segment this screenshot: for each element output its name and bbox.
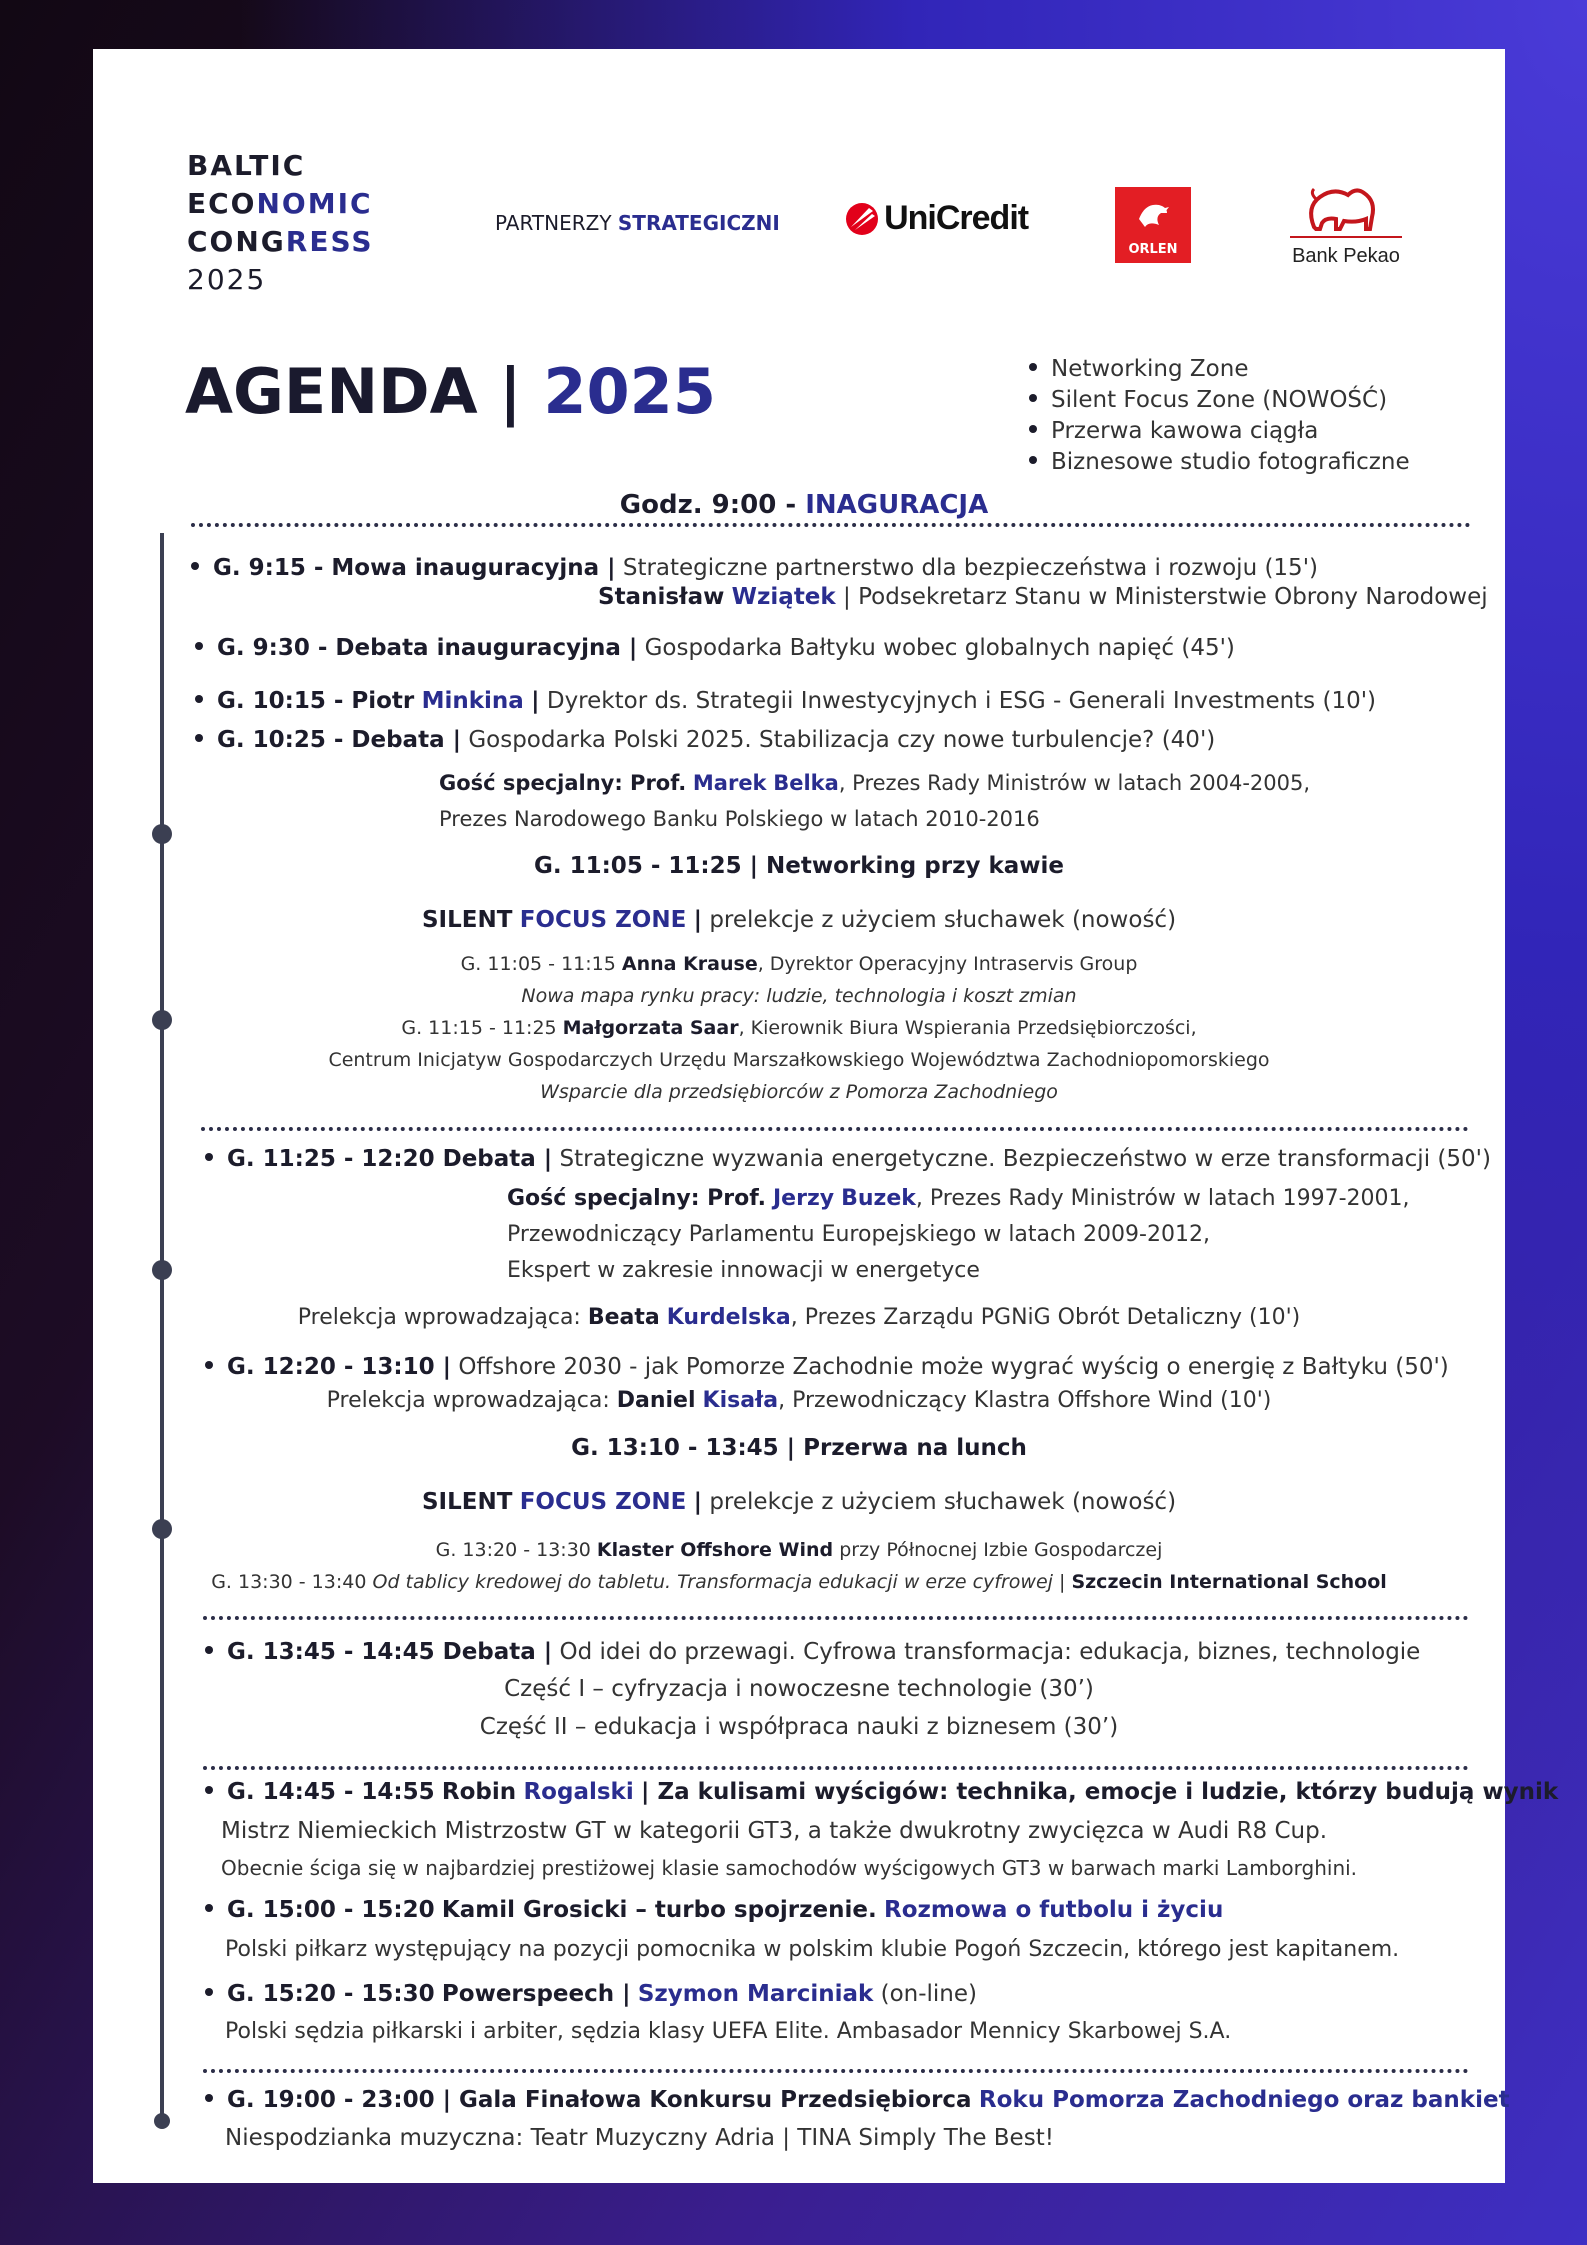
sfz-talk: G. 13:20 - 13:30 Klaster Offshore Wind przy Północnej Izbie Gospodarczej [435, 1539, 1163, 1561]
special-guest-role: Prezes Narodowego Banku Polskiego w latach 2010-2016 [439, 807, 1040, 831]
speaker-bio: Polski piłkarz występujący na pozycji pomocnika w polskim klubie Pogoń Szczecin, którego jest kapitanem. [225, 1937, 1400, 1962]
orlen-logo: ORLEN [1115, 187, 1191, 263]
brand-year: 2025 [187, 263, 267, 296]
divider [203, 1766, 1469, 1770]
agenda-item: G. 9:15 - Mowa inauguracyjna | Strategiczne partnerstwo dla bezpieczeństwa i rozwoju (15') [191, 553, 1318, 583]
intro-lecture: Prelekcja wprowadzająca: Beata Kurdelska, Prezes Zarządu PGNiG Obrót Detaliczny (10') [297, 1305, 1301, 1330]
feature-item: Biznesowe studio fotograficzne [1029, 447, 1410, 478]
agenda-item: G. 9:30 - Debata inauguracyjna | Gospodarka Bałtyku wobec globalnych napięć (45') [195, 633, 1235, 663]
pekao-logo: Bank Pekao [1286, 179, 1406, 269]
agenda-item: G. 10:15 - Piotr Minkina | Dyrektor ds. Strategii Inwestycyjnych i ESG - Generali Investments (10') [195, 686, 1376, 716]
event-note: Niespodzianka muzyczna: Teatr Muzyczny Adria | TINA Simply The Best! [225, 2125, 1054, 2151]
agenda-item: G. 15:00 - 15:20 Kamil Grosicki – turbo spojrzenie. Rozmowa o futbolu i życiu [205, 1895, 1223, 1925]
features-list [1029, 354, 1410, 478]
partners-label: PARTNERZY STRATEGICZNI [495, 211, 780, 235]
agenda-page [93, 49, 1559, 2183]
speaker-bio: Obecnie ściga się w najbardziej prestiżowej klasie samochodów wyścigowych GT3 w barwach marki Lamborghini. [221, 1856, 1358, 1880]
sfz-talk: G. 13:30 - 13:40 Od tablicy kredowej do tabletu. Transformacja edukacji w erze cyfrowej | Szczecin International School [211, 1571, 1387, 1593]
special-guest: Gość specjalny: Prof. Marek Belka, Prezes Rady Ministrów w latach 2004-2005, [439, 771, 1311, 795]
brand-line: ECONOMIC [187, 187, 373, 220]
divider [201, 1127, 1469, 1131]
timeline-dot [152, 1260, 172, 1280]
brand-line: BALTIC [187, 149, 306, 182]
silent-focus-zone-heading: SILENT FOCUS ZONE | prelekcje z użyciem słuchawek (nowość) [421, 907, 1177, 933]
bec-logo [187, 147, 374, 299]
agenda-item: G. 19:00 - 23:00 | Gala Finałowa Konkursu Przedsiębiorca Roku Pomorza Zachodniego oraz bankiet [205, 2085, 1510, 2115]
brand-line: CONGRESS [187, 225, 374, 258]
bison-icon [1286, 179, 1406, 239]
sfz-talk: G. 11:15 - 11:25 Małgorzata Saar, Kierownik Biura Wspierania Przedsiębiorczości, [401, 1017, 1197, 1039]
agenda-item: G. 15:20 - 15:30 Powerspeech | Szymon Marciniak (on-line) [205, 1979, 977, 2009]
feature-item: Networking Zone [1029, 354, 1410, 385]
sfz-talk-title: Wsparcie dla przedsiębiorców z Pomorza Zachodniego [540, 1081, 1058, 1103]
unicredit-logo: UniCredit [845, 199, 1028, 245]
unicredit-icon [845, 202, 879, 236]
eagle-icon [1115, 191, 1191, 241]
special-guest: Gość specjalny: Prof. Jerzy Buzek, Prezes Rady Ministrów w latach 1997-2001, [507, 1186, 1410, 1211]
agenda-item: G. 12:20 - 13:10 | Offshore 2030 - jak Pomorze Zachodnie może wygrać wyścig o energię z Bałtyku (50') [205, 1352, 1449, 1382]
silent-focus-zone-heading: SILENT FOCUS ZONE | prelekcje z użyciem słuchawek (nowość) [421, 1489, 1177, 1515]
coffee-break: G. 11:05 - 11:25 | Networking przy kawie [533, 853, 1065, 879]
agenda-item-speaker: Stanisław Wziątek | Podsekretarz Stanu w Ministerstwie Obrony Narodowej [598, 584, 1488, 610]
lunch-break: G. 13:10 - 13:45 | Przerwa na lunch [571, 1435, 1027, 1461]
agenda-item: G. 14:45 - 14:55 Robin Rogalski | Za kulisami wyścigów: technika, emocje i ludzie, którzy budują wynik [205, 1777, 1558, 1807]
agenda-item: G. 10:25 - Debata | Gospodarka Polski 2025. Stabilizacja czy nowe turbulencje? (40') [195, 725, 1215, 755]
divider [203, 1616, 1469, 1620]
sfz-talk-title: Nowa mapa rynku pracy: ludzie, technologia i koszt zmian [521, 985, 1077, 1007]
agenda-item: G. 13:45 - 14:45 Debata | Od idei do przewagi. Cyfrowa transformacja: edukacja, biznes, technologie [205, 1637, 1420, 1667]
sfz-talk: G. 11:05 - 11:15 Anna Krause, Dyrektor Operacyjny Intraservis Group [460, 953, 1138, 975]
timeline-dot [152, 1519, 172, 1539]
divider [191, 523, 1471, 527]
special-guest-role: Przewodniczący Parlamentu Europejskiego w latach 2009-2012, [507, 1222, 1210, 1247]
feature-item: Silent Focus Zone (NOWOŚĆ) [1029, 385, 1410, 416]
divider [203, 2069, 1469, 2073]
intro-lecture: Prelekcja wprowadzająca: Daniel Kisała, Przewodniczący Klastra Offshore Wind (10') [326, 1388, 1272, 1413]
timeline-dot [152, 824, 172, 844]
debate-part: Część II – edukacja i współpraca nauki z biznesem (30’) [479, 1714, 1119, 1740]
speaker-bio: Mistrz Niemieckich Mistrzostw GT w kategorii GT3, a także dwukrotny zwycięzca w Audi R8 Cup. [221, 1818, 1328, 1844]
feature-item: Przerwa kawowa ciągła [1029, 416, 1410, 447]
debate-part: Część I – cyfryzacja i nowoczesne technologie (30’) [504, 1676, 1094, 1702]
special-guest-role: Ekspert w zakresie innowacji w energetyce [507, 1258, 980, 1283]
timeline-end [154, 2113, 170, 2129]
page-title: AGENDA | 2025 [185, 355, 716, 428]
agenda-item: G. 11:25 - 12:20 Debata | Strategiczne wyzwania energetyczne. Bezpieczeństwo w erze transformacji (50') [205, 1144, 1491, 1174]
opening-heading: Godz. 9:00 - INAGURACJA [619, 490, 989, 520]
sfz-talk-org: Centrum Inicjatyw Gospodarczych Urzędu Marszałkowskiego Województwa Zachodniopomorskiego [328, 1049, 1270, 1071]
speaker-bio: Polski sędzia piłkarski i arbiter, sędzia klasy UEFA Elite. Ambasador Mennicy Skarbowej S.A. [225, 2019, 1232, 2044]
